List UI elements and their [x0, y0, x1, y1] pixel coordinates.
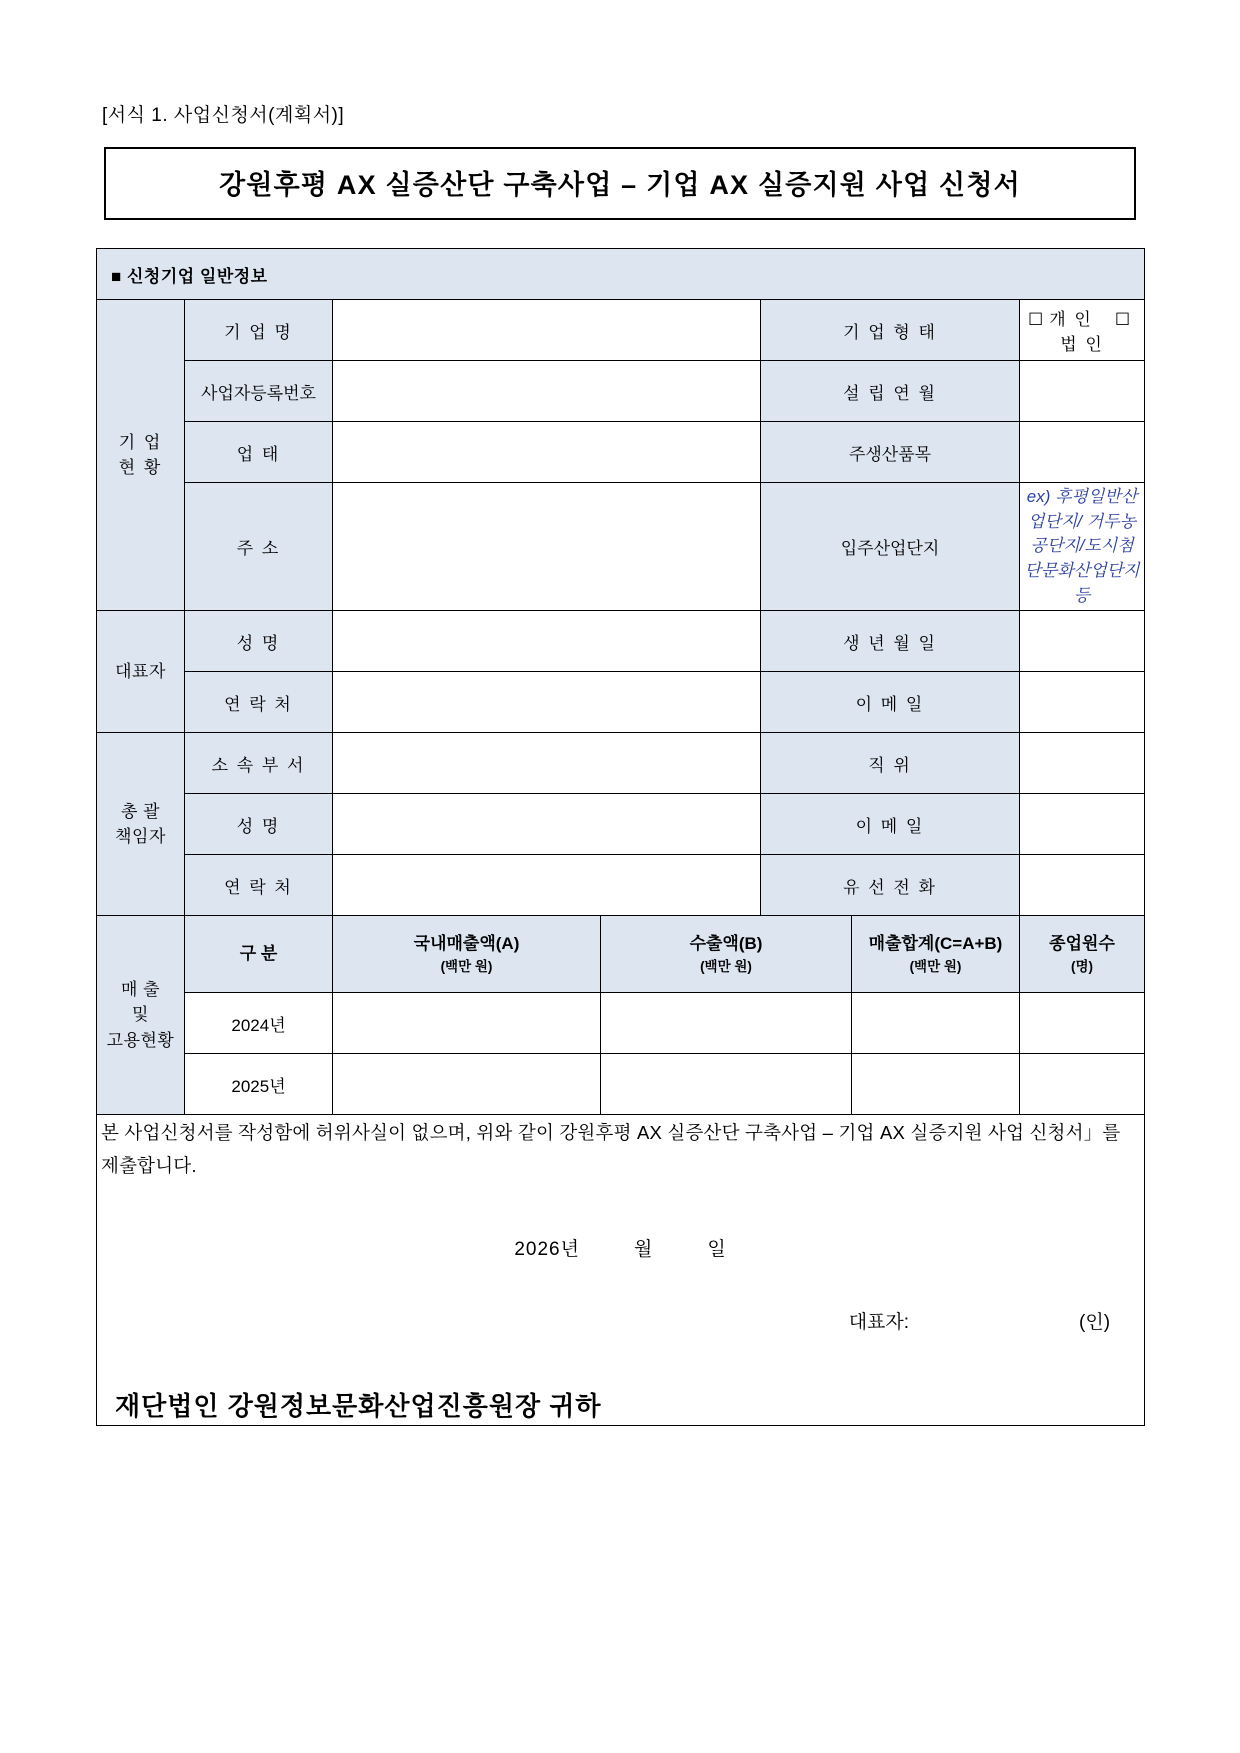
table-row — [97, 794, 1145, 855]
table-row — [97, 855, 1145, 916]
column-header-domestic — [333, 916, 601, 993]
column-header-domestic-unit: (백만 원) — [440, 958, 493, 974]
field-ceo-name[interactable] — [333, 611, 761, 672]
option-individual: 개 인 — [1049, 310, 1093, 329]
field-manager-phone[interactable] — [1020, 855, 1145, 916]
table-row — [97, 422, 1145, 483]
table-row — [97, 993, 1145, 1054]
label-manager-email: 이 메 일 — [761, 794, 1020, 855]
section-header-row — [97, 249, 1145, 300]
group-label-ceo: 대표자 — [97, 611, 185, 733]
group-label-company — [97, 300, 185, 611]
group-label-sales-line2: 및 — [132, 1005, 149, 1025]
column-header-export — [601, 916, 852, 993]
field-business-number[interactable] — [333, 361, 761, 422]
label-manager-position: 직 위 — [761, 733, 1020, 794]
table-row — [97, 916, 1145, 993]
field-ceo-contact[interactable] — [333, 672, 761, 733]
field-industry-type[interactable] — [333, 422, 761, 483]
field-ceo-email[interactable] — [1020, 672, 1145, 733]
table-row — [97, 361, 1145, 422]
field-manager-position[interactable] — [1020, 733, 1145, 794]
column-header-total-unit: (백만 원) — [909, 958, 962, 974]
field-2025-export[interactable] — [601, 1054, 852, 1115]
field-company-name[interactable] — [333, 300, 761, 361]
label-company-name: 기 업 명 — [185, 300, 333, 361]
group-label-manager-line1: 총 괄 — [120, 801, 161, 821]
declaration-text: 본 사업신청서를 작성함에 허위사실이 없으며, 위와 같이 강원후평 AX 실증산단 구축사업 – 기업 AX 실증지원 사업 신청서」를 제출합니다. — [101, 1122, 1121, 1176]
column-header-total — [852, 916, 1020, 993]
group-label-sales — [97, 916, 185, 1115]
table-row — [97, 483, 1145, 611]
group-label-company-line2: 현 황 — [118, 458, 163, 478]
field-ceo-birth[interactable] — [1020, 611, 1145, 672]
section-header: ■ 신청기업 일반정보 — [97, 249, 1145, 300]
column-header-export-label: 수출액(B) — [689, 933, 763, 953]
field-manager-dept[interactable] — [333, 733, 761, 794]
row-label-year-2025: 2025년 — [185, 1054, 333, 1115]
declaration-date — [101, 1234, 1140, 1261]
hint-industrial-complex: ex) 후평일반산업단지/ 거두농공단지/도시첨단문화산업단지 등 — [1020, 483, 1145, 611]
checkbox-individual[interactable]: ☐ — [1027, 310, 1046, 329]
label-ceo-email: 이 메 일 — [761, 672, 1020, 733]
declaration-row — [97, 1115, 1145, 1426]
field-manager-name[interactable] — [333, 794, 761, 855]
group-label-manager — [97, 733, 185, 916]
label-manager-phone: 유 선 전 화 — [761, 855, 1020, 916]
label-ceo-contact: 연 락 처 — [185, 672, 333, 733]
label-manager-dept: 소 속 부 서 — [185, 733, 333, 794]
row-label-year-2024: 2024년 — [185, 993, 333, 1054]
application-table — [96, 248, 1145, 1426]
signer-label: 대표자: — [848, 1311, 910, 1333]
group-label-sales-line1: 매 출 — [120, 979, 161, 999]
label-business-number: 사업자등록번호 — [185, 361, 333, 422]
field-2025-total[interactable] — [852, 1054, 1020, 1115]
form-label: [서식 1. 사업신청서(계획서)] — [102, 105, 345, 126]
document-title-box — [104, 147, 1136, 220]
label-main-product: 주생산품목 — [761, 422, 1020, 483]
field-main-product[interactable] — [1020, 422, 1145, 483]
signature-line — [101, 1307, 1140, 1334]
field-2024-export[interactable] — [601, 993, 852, 1054]
declaration-block — [97, 1115, 1145, 1426]
field-company-type[interactable] — [1020, 300, 1145, 361]
field-address[interactable] — [333, 483, 761, 611]
column-header-domestic-label: 국내매출액(A) — [413, 933, 520, 953]
field-2025-employees[interactable] — [1020, 1054, 1145, 1115]
column-header-total-label: 매출합계(C=A+B) — [868, 933, 1003, 953]
declaration-year: 2026년 — [514, 1238, 580, 1260]
group-label-sales-line3: 고용현황 — [106, 1030, 175, 1050]
column-header-employees — [1020, 916, 1145, 993]
table-row — [97, 672, 1145, 733]
group-label-company-line1: 기 업 — [118, 432, 163, 452]
option-corporation: 법 인 — [1060, 335, 1104, 354]
declaration-day: 일 — [707, 1238, 727, 1260]
group-label-manager-line2: 책임자 — [115, 827, 166, 847]
field-manager-contact[interactable] — [333, 855, 761, 916]
label-founded-date: 설 립 연 월 — [761, 361, 1020, 422]
table-row — [97, 300, 1145, 361]
field-2024-total[interactable] — [852, 993, 1020, 1054]
column-header-employees-label: 종업원수 — [1049, 933, 1115, 953]
recipient-organization: 재단법인 강원정보문화산업진흥원장 귀하 — [115, 1390, 602, 1421]
label-address: 주 소 — [185, 483, 333, 611]
column-header-division: 구 분 — [185, 916, 333, 993]
column-header-export-unit: (백만 원) — [700, 958, 752, 974]
label-ceo-birth: 생 년 월 일 — [761, 611, 1020, 672]
declaration-month: 월 — [633, 1238, 654, 1260]
label-company-type: 기 업 형 태 — [761, 300, 1020, 361]
page-title: 강원후평 AX 실증산단 구축사업 – 기업 AX 실증지원 사업 신청서 — [219, 170, 1021, 200]
column-header-employees-unit: (명) — [1071, 958, 1094, 974]
label-manager-contact: 연 락 처 — [185, 855, 333, 916]
seal-label: (인) — [1079, 1311, 1111, 1333]
field-manager-email[interactable] — [1020, 794, 1145, 855]
label-industrial-complex: 입주산업단지 — [761, 483, 1020, 611]
label-ceo-name: 성 명 — [185, 611, 333, 672]
field-2024-employees[interactable] — [1020, 993, 1145, 1054]
table-row — [97, 611, 1145, 672]
table-row — [97, 1054, 1145, 1115]
field-founded-date[interactable] — [1020, 361, 1145, 422]
table-row — [97, 733, 1145, 794]
checkbox-corporation[interactable]: ☐ — [1114, 310, 1133, 329]
label-industry-type: 업 태 — [185, 422, 333, 483]
field-2024-domestic[interactable] — [333, 993, 601, 1054]
field-2025-domestic[interactable] — [333, 1054, 601, 1115]
label-manager-name: 성 명 — [185, 794, 333, 855]
